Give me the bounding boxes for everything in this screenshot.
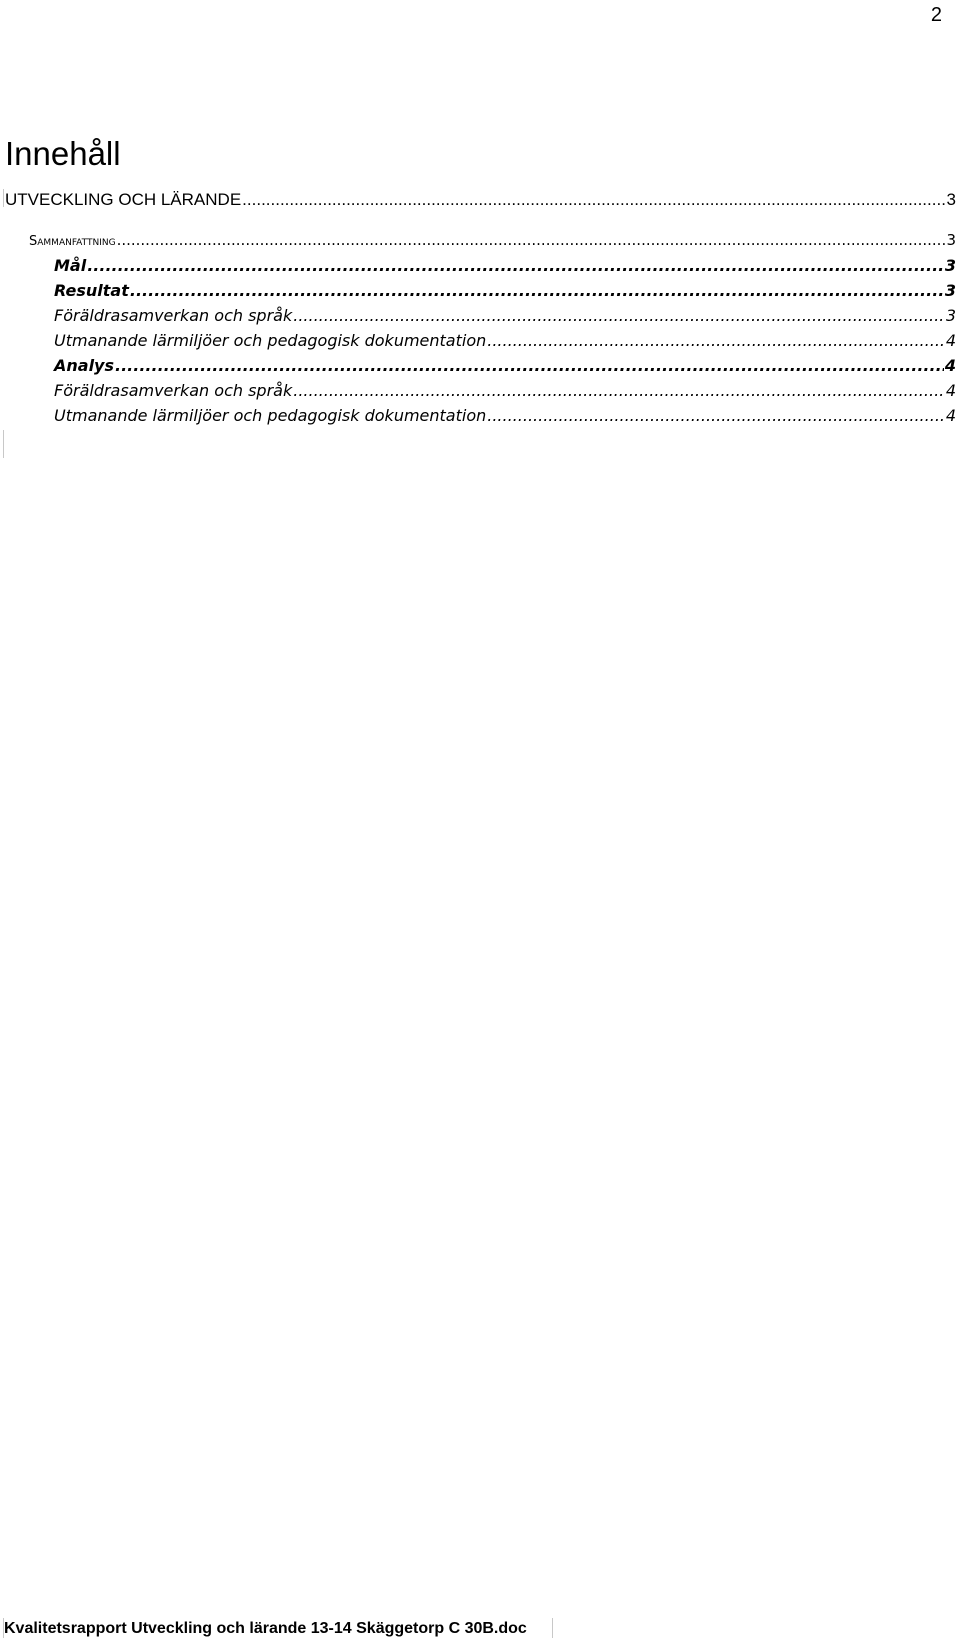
toc-entry-text: UTVECKLING OCH LÄRANDE: [5, 190, 242, 209]
toc-entry-text: Föräldrasamverkan och språk: [54, 381, 293, 400]
toc-leader-dots: [293, 306, 945, 325]
footer-filename: Kvalitetsrapport Utveckling och lärande 13-14 Skäggetorp C 30B.doc: [4, 1620, 527, 1637]
toc-leader-dots: [242, 190, 945, 210]
toc-leader-dots: [293, 381, 945, 400]
toc-entry[interactable]: [54, 256, 956, 275]
toc-entry-page: 3: [945, 306, 956, 325]
toc-leader-dots: [487, 331, 945, 350]
toc-entry-page: 4: [945, 381, 956, 400]
toc-entry-text: Utmanande lärmiljöer och pedagogisk dokumentation: [54, 331, 487, 350]
toc-entry-text: Analys: [54, 356, 115, 375]
toc-entry[interactable]: [29, 231, 956, 249]
footer-end-marker: [552, 1618, 553, 1638]
toc-entry-text: Resultat: [54, 281, 129, 300]
toc-entry-text: Utmanande lärmiljöer och pedagogisk dokumentation: [54, 406, 487, 425]
toc-entry-page: 3: [946, 231, 956, 249]
toc-entry-page: 3: [946, 190, 956, 209]
toc-leader-dots: [130, 281, 944, 300]
toc-leader-dots: [117, 231, 946, 249]
toc-entry-page: 4: [945, 406, 956, 425]
toc-entry[interactable]: [54, 381, 956, 400]
toc-leader-dots: [115, 356, 944, 375]
toc-entry-page: 3: [944, 281, 956, 300]
toc-entry[interactable]: [54, 331, 956, 350]
field-end-marker: [3, 430, 4, 458]
field-start-marker: [3, 189, 4, 207]
toc-entry-text: Sammanfattning: [29, 234, 116, 249]
toc-entry-page: 3: [944, 256, 956, 275]
toc-entry-text: Föräldrasamverkan och språk: [54, 306, 293, 325]
toc-entry[interactable]: [5, 190, 956, 210]
toc-entry[interactable]: [54, 281, 956, 300]
toc-entry[interactable]: [54, 306, 956, 325]
toc-heading: Innehåll: [5, 135, 121, 172]
page-number: 2: [930, 4, 942, 26]
toc-entry-page: 4: [944, 356, 956, 375]
toc-entry[interactable]: [54, 356, 956, 375]
toc-leader-dots: [487, 406, 945, 425]
toc-entry-text: Mål: [54, 256, 87, 275]
toc-leader-dots: [87, 256, 944, 275]
toc-entry-page: 4: [945, 331, 956, 350]
toc-entry[interactable]: [54, 406, 956, 425]
